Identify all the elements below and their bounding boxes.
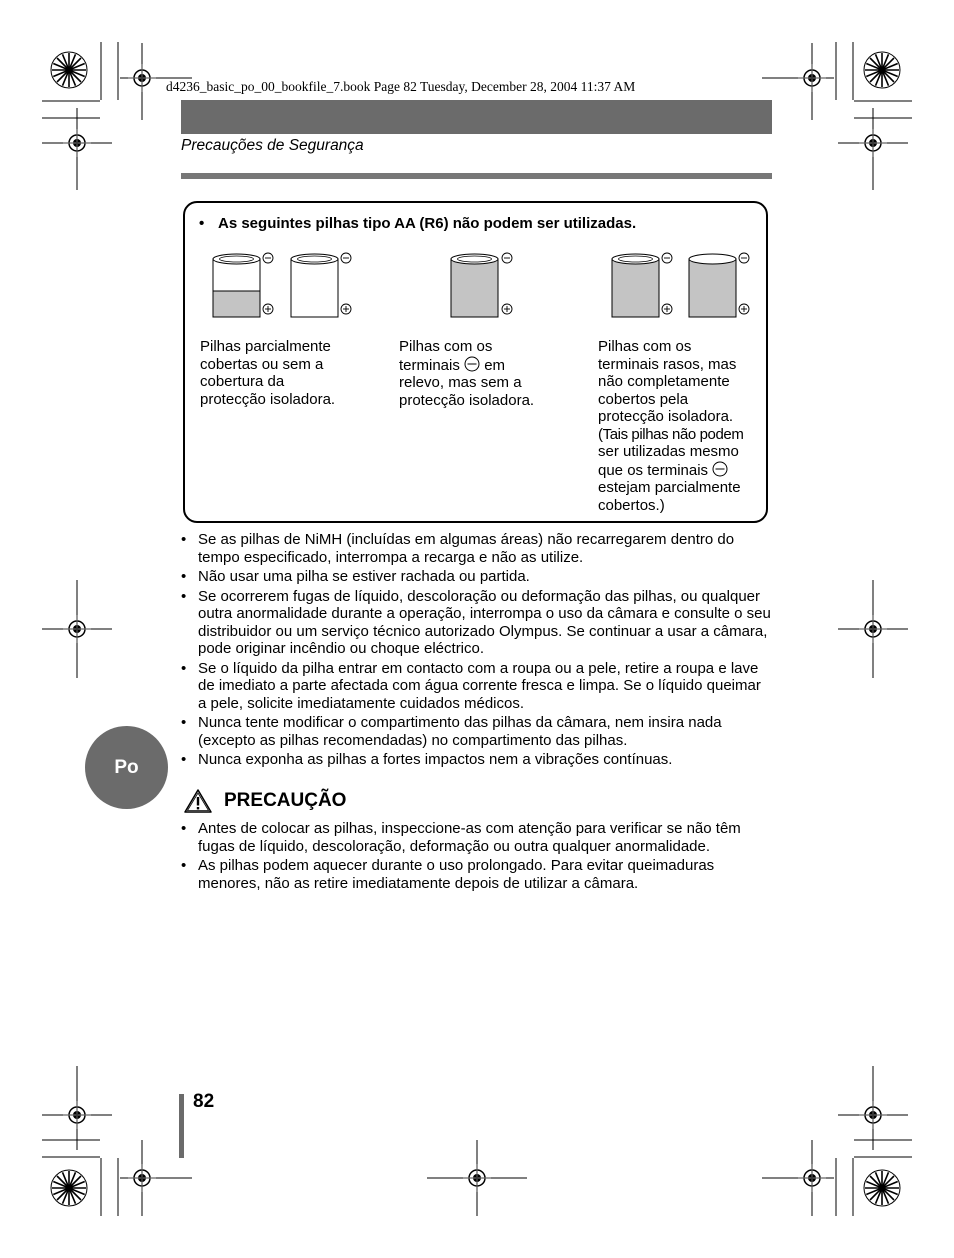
registration-mark-icon (859, 1101, 887, 1129)
caption-line: Pilhas com os (598, 338, 692, 355)
caption-line: cobertos pela (598, 390, 689, 408)
caption-line: ser utilizadas mesmo (598, 443, 739, 460)
registration-mark-icon (128, 64, 156, 92)
page-number-bar (179, 1094, 184, 1158)
plus-terminal-icon (341, 304, 351, 314)
plus-terminal-icon (662, 304, 672, 314)
plus-terminal-icon (739, 304, 749, 314)
header-rule (181, 173, 772, 179)
list-item (181, 568, 773, 586)
bullet: • (181, 568, 187, 585)
caption-flat-terminal (598, 338, 766, 514)
list-item-text: As pilhas podem aquecer durante o uso prolongado. Para evitar queimaduras menores, não as retire imediatamente depois de utilizar a câmara. (198, 857, 715, 892)
list-item (181, 588, 773, 658)
list-item (181, 531, 773, 566)
caption-line: estejam parcialmente (598, 479, 741, 496)
plus-terminal-icon (263, 304, 273, 314)
list-item (181, 660, 773, 713)
starburst-target-icon (864, 52, 900, 88)
registration-mark-icon (463, 1164, 491, 1192)
list-item-text: Nunca tente modificar o compartimento das pilhas da câmara, nem insira nada (excepto as pilhas recomendadas) no compartimento das pilhas. (198, 714, 722, 749)
caption-line: Pilhas com os (399, 338, 493, 355)
caption-line: não completamente (598, 373, 730, 390)
minus-terminal-icon (502, 253, 512, 263)
caption-line: terminais rasos, mas (598, 355, 737, 373)
warning-triangle-icon (183, 788, 213, 814)
caution-title: PRECAUÇÃO (224, 790, 347, 811)
caption-text: que os terminais (598, 461, 709, 479)
minus-terminal-icon (464, 356, 480, 372)
list-item-text: Se ocorrerem fugas de líquido, descoloração ou deformação das pilhas, ou qualquer outra anormalidade durante a operação, interrompa o uso da câmara e consulte o seu distribuidor ou um serviço técnico autorizado Olympus. Se continuar a usar a câmara, pode originar incêndio ou choque eléctrico. (198, 587, 771, 657)
minus-terminal-icon (341, 253, 351, 263)
bullet: • (199, 215, 205, 232)
list-item-text: Se as pilhas de NiMH (incluídas em algumas áreas) não recarregarem dentro do tempo especificado, interrompa a recarga e não as utilize. (198, 531, 735, 566)
registration-mark-icon (128, 1164, 156, 1192)
section-title: Precauções de Segurança (181, 137, 364, 154)
list-item-text: Antes de colocar as pilhas, inspeccione-as com atenção para verificar se não têm fugas de líquido, descoloração, deformação ou outra qualquer anormalidade. (198, 820, 741, 855)
battery-safety-list (181, 531, 773, 771)
caution-heading (183, 788, 346, 814)
language-tab-label: Po (114, 756, 139, 778)
caption-line: protecção isoladora. (399, 391, 535, 409)
registration-mark-icon (859, 615, 887, 643)
caption-line: cobertura da (200, 373, 285, 390)
caption-line: cobertas ou sem a (200, 355, 324, 373)
bullet: • (181, 587, 187, 605)
minus-terminal-icon (662, 253, 672, 263)
caption-line: (Tais pilhas não podem (598, 425, 744, 443)
list-item (181, 714, 773, 749)
list-item (181, 820, 773, 855)
bullet: • (181, 659, 187, 677)
list-item (181, 751, 773, 769)
starburst-target-icon (51, 1170, 87, 1206)
caption-line: Pilhas parcialmente (200, 338, 331, 355)
minus-terminal-icon (263, 253, 273, 263)
box-heading (199, 215, 636, 232)
caption-raised-terminal (399, 338, 574, 409)
list-item-text: Se o líquido da pilha entrar em contacto com a roupa ou a pele, retire a roupa e lave de imediato a parte afectada com água corrente fresca e limpa. Se o líquido queimar a pele, solicite imediatamente cuidados médicos. (198, 659, 761, 712)
language-tab (85, 726, 168, 809)
registration-mark-icon (63, 615, 91, 643)
starburst-target-icon (864, 1170, 900, 1206)
registration-mark-icon (63, 129, 91, 157)
caution-list (181, 820, 773, 894)
caption-line (399, 356, 574, 375)
list-item-text: Não usar uma pilha se estiver rachada ou partida. (198, 568, 530, 585)
page-number: 82 (193, 1091, 215, 1112)
battery-icon (213, 254, 260, 317)
registration-mark-icon (859, 129, 887, 157)
caption-text: em (484, 356, 506, 374)
bullet: • (181, 531, 187, 548)
battery-icon (291, 254, 338, 317)
minus-terminal-icon (739, 253, 749, 263)
header-bar (181, 100, 772, 134)
bullet: • (181, 714, 187, 731)
caption-line: protecção isoladora. (200, 390, 336, 408)
registration-mark-icon (798, 64, 826, 92)
box-heading-text: As seguintes pilhas tipo AA (R6) não podem ser utilizadas. (218, 215, 637, 232)
plus-terminal-icon (502, 304, 512, 314)
list-item-text: Nunca exponha as pilhas a fortes impactos nem a vibrações contínuas. (198, 751, 673, 768)
registration-mark-icon (798, 1164, 826, 1192)
print-header: d4236_basic_po_00_bookfile_7.book Page 82 Tuesday, December 28, 2004 11:37 AM (166, 79, 636, 94)
caption-line (598, 461, 766, 480)
caption-text: terminais (399, 356, 460, 374)
registration-mark-icon (63, 1101, 91, 1129)
caption-partially-covered (200, 338, 375, 408)
list-item (181, 857, 773, 892)
starburst-target-icon (51, 52, 87, 88)
minus-terminal-icon (712, 461, 728, 477)
caption-line: cobertos.) (598, 496, 665, 514)
battery-icon (451, 254, 498, 317)
bullet: • (181, 751, 187, 768)
battery-illustrations (190, 245, 760, 325)
bullet: • (181, 857, 187, 874)
battery-icon (689, 254, 736, 317)
caption-line: relevo, mas sem a (399, 374, 522, 391)
bullet: • (181, 820, 187, 837)
battery-icon (612, 254, 659, 317)
caption-line: protecção isoladora. (598, 408, 734, 425)
